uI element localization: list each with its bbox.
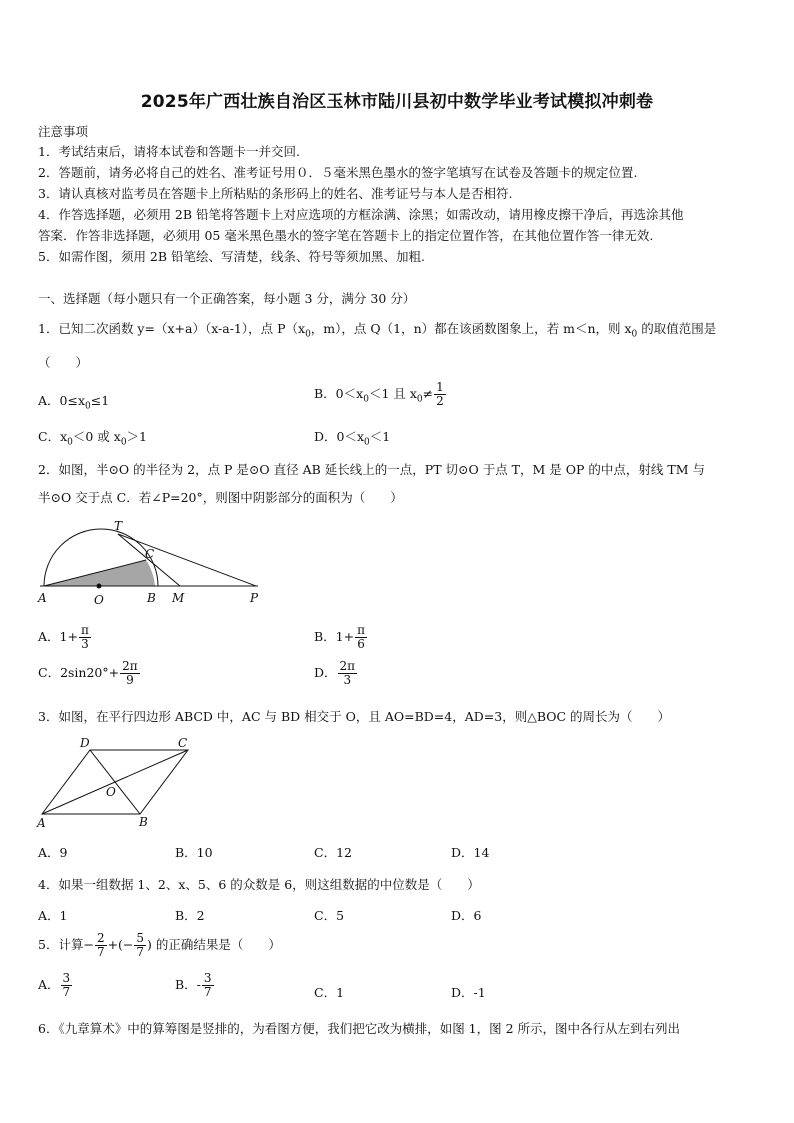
notice-item: 1．考试结束后，请将本试卷和答题卡一并交回. [38,144,300,159]
notice-item: 5．如需作图，须用 2B 铅笔绘、写清楚，线条、符号等须加黑、加粗. [38,249,426,264]
notice-item: 4．作答选择题，必须用 2B 铅笔将答题卡上对应选项的方框涂满、涂黑；如需改动，请用橡皮擦干净后，再选涂其他 [38,207,684,222]
q3-option-c[interactable]: C．12 [314,845,352,860]
label-m: M [172,591,185,605]
question-2-line-2: 半⊙O 交于点 C．若∠P=20°，则图中阴影部分的面积为（ ） [38,490,403,505]
q4-option-b[interactable]: B．2 [175,908,205,923]
page-title: 2025年广西壮族自治区玉林市陆川县初中数学毕业考试模拟冲刺卷 [140,92,654,112]
label-a: A [37,816,46,830]
q2-option-d[interactable]: D． $\frac{2\pi}{3}$ [314,659,356,687]
label-t: T [114,519,123,533]
label-b: B [147,591,156,605]
question-1-stem: 1．已知二次函数 y=（x+a）（x-a-1），点 $P(x_0$，m），点 Q（1，n）都在该函数图象上，若 m＜n，则 $x_0$ 的取值范围是 [38,321,717,340]
label-b: B [139,815,148,829]
section-heading: 一、选择题（每小题只有一个正确答案，每小题 3 分，满分 30 分） [38,291,416,306]
label-p: P [250,591,259,605]
label-d: D [80,736,90,750]
parallelogram-figure [34,734,194,830]
q1-option-c[interactable]: C．$x_0<0$ 或 $x_0>1$ [38,429,147,448]
q4-option-a[interactable]: A．1 [38,908,68,923]
q4-option-c[interactable]: C．5 [314,908,345,923]
diagonal-bd [90,750,140,814]
notice-item: 2．答题前，请务必将自己的姓名、准考证号用０．５毫米黑色墨水的签字笔填写在试卷及答题卡的规定位置. [38,165,638,180]
question-6-stem: 6．《九章算术》中的算筹图是竖排的，为看图方便，我们把它改为横排，如图 1，图 2 所示，图中各行从左到右列出 [38,1021,681,1036]
q3-option-b[interactable]: B．10 [175,845,213,860]
q4-option-d[interactable]: D．6 [451,908,482,923]
q5-option-c[interactable]: C．1 [314,985,345,1000]
label-a: A [38,591,47,605]
q3-option-a[interactable]: A．9 [38,845,68,860]
question-3-stem: 3．如图，在平行四边形 ABCD 中，AC 与 BD 相交于 O，且 AO=BD=4，AD=3，则△BOC 的周长为（ ） [38,709,671,724]
question-2-line-1: 2．如图，半⊙O 的半径为 2，点 P 是⊙O 直径 AB 延长线上的一点，PT 切⊙O 于点 T，M 是 OP 的中点，射线 TM 与 [38,462,705,477]
center-point-o [97,584,102,589]
label-o: O [106,785,116,799]
question-5-stem: 5．计算− $\frac{2}{7}$ +(− $\frac{5}{7}$ ) 的正确结果是（ ） [38,931,281,959]
question-1-paren: （ ） [38,355,89,370]
semicircle-tangent-figure [34,518,266,610]
question-4-stem: 4．如果一组数据 1、2、x、5、6 的众数是 6，则这组数据的中位数是（ ） [38,877,480,892]
label-c: C [145,547,155,561]
q5-option-a[interactable]: A． $\frac{3}{7}$ [38,971,71,999]
label-o: O [94,593,104,607]
q5-option-b[interactable]: B．- $\frac{3}{7}$ [175,971,212,999]
q1-option-a[interactable]: A．$0\le x_0\le 1$ [38,393,110,412]
label-c: C [178,736,188,750]
q1-option-d[interactable]: D．$0<x_0<1$ [314,429,391,448]
q1-option-b[interactable]: B．$0<x_0<1$ 且 $x_0\ne$ $\frac{1}{2}$ [314,380,444,408]
notice-heading: 注意事项 [38,124,89,139]
notice-item: 3．请认真核对监考员在答题卡上所粘贴的条形码上的姓名、准考证号与本人是否相符. [38,186,513,201]
q3-option-d[interactable]: D．14 [451,845,490,860]
q2-option-a[interactable]: A．1+ $\frac{\pi}{3}$ [38,623,89,651]
q5-option-d[interactable]: D．-1 [451,985,486,1000]
notice-item: 答案．作答非选择题，必须用 05 毫米黑色墨水的签字笔在答题卡上的指定位置作答，在其他位置作答一律无效. [38,228,654,243]
q2-option-c[interactable]: C．2sin20°+ $\frac{2\pi}{9}$ [38,659,138,687]
q2-option-b[interactable]: B．1+ $\frac{\pi}{6}$ [314,623,366,651]
